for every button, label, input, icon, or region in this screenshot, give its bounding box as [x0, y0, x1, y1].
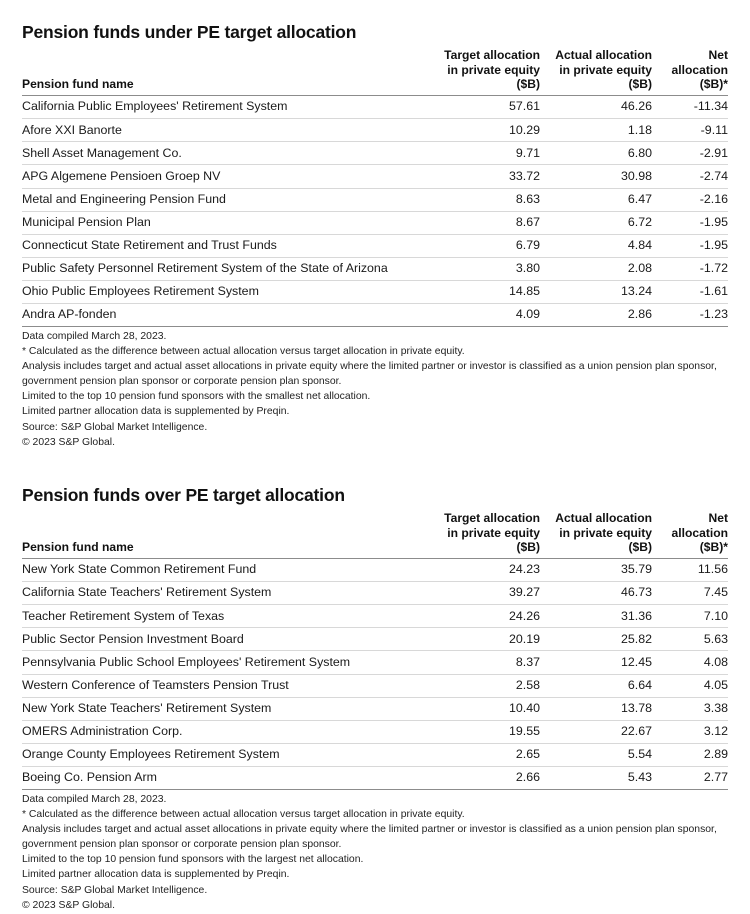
footnote-supplemented: Limited partner allocation data is supplemented by Preqin. — [22, 406, 290, 418]
cell-net-allocation: -1.23 — [652, 303, 728, 326]
column-header-net-allocation — [652, 48, 728, 96]
footnote-analysis: Analysis includes target and actual asset allocations in private equity where the limited partner or investor is classified as a union pension plan sponsor, government pension plan sponsor or corporate pension plan sponsor. — [22, 361, 717, 387]
table-row — [22, 582, 728, 605]
table-row — [22, 234, 728, 257]
cell-fund-name: Western Conference of Teamsters Pension Trust — [22, 674, 422, 697]
cell-net-allocation: -11.34 — [652, 96, 728, 119]
table-body — [22, 559, 728, 790]
header-line-1: Actual allocation — [555, 510, 652, 525]
header-line-3: ($B) — [516, 77, 540, 92]
column-header-target-allocation — [422, 48, 540, 96]
footnote-copyright: © 2023 S&P Global. — [22, 900, 115, 912]
cell-net-allocation: 4.05 — [652, 674, 728, 697]
cell-net-allocation: -2.91 — [652, 142, 728, 165]
table-row — [22, 651, 728, 674]
pension-funds-over-target-section — [22, 451, 728, 914]
column-header-actual-allocation — [540, 48, 652, 96]
cell-fund-name: New York State Teachers' Retirement System — [22, 697, 422, 720]
cell-net-allocation: -9.11 — [652, 119, 728, 142]
cell-target-allocation: 24.26 — [422, 605, 540, 628]
cell-fund-name: Shell Asset Management Co. — [22, 142, 422, 165]
cell-fund-name: Pennsylvania Public School Employees' Retirement System — [22, 651, 422, 674]
table-header — [22, 511, 728, 559]
cell-target-allocation: 8.37 — [422, 651, 540, 674]
cell-target-allocation: 8.63 — [422, 188, 540, 211]
header-line-2: in private equity — [447, 62, 540, 77]
cell-actual-allocation: 2.86 — [540, 303, 652, 326]
cell-net-allocation: -1.95 — [652, 211, 728, 234]
footnote-asterisk: * Calculated as the difference between actual allocation versus target allocation in private equity. — [22, 345, 465, 357]
header-line-2: in private equity — [447, 525, 540, 540]
table-footnotes — [22, 327, 728, 451]
cell-net-allocation: -2.74 — [652, 165, 728, 188]
cell-actual-allocation: 12.45 — [540, 651, 652, 674]
table-row — [22, 165, 728, 188]
cell-net-allocation: 5.63 — [652, 628, 728, 651]
table-header-row — [22, 48, 728, 96]
cell-net-allocation: 2.89 — [652, 743, 728, 766]
footnote-analysis: Analysis includes target and actual asset allocations in private equity where the limited partner or investor is classified as a union pension plan sponsor, government pension plan sponsor or corporate pension plan sponsor. — [22, 824, 717, 850]
pension-funds-over-target-table — [22, 511, 728, 790]
column-header-target-allocation — [422, 511, 540, 559]
cell-actual-allocation: 6.80 — [540, 142, 652, 165]
cell-actual-allocation: 1.18 — [540, 119, 652, 142]
table-row — [22, 280, 728, 303]
cell-target-allocation: 57.61 — [422, 96, 540, 119]
table-row — [22, 674, 728, 697]
header-line-3: ($B)* — [699, 77, 728, 92]
cell-net-allocation: 4.08 — [652, 651, 728, 674]
table-header-row — [22, 511, 728, 559]
cell-target-allocation: 24.23 — [422, 559, 540, 582]
cell-net-allocation: -1.95 — [652, 234, 728, 257]
footnote-source: Source: S&P Global Market Intelligence. — [22, 884, 208, 896]
cell-actual-allocation: 25.82 — [540, 628, 652, 651]
cell-actual-allocation: 13.78 — [540, 697, 652, 720]
cell-target-allocation: 19.55 — [422, 720, 540, 743]
cell-net-allocation: 7.10 — [652, 605, 728, 628]
table-row — [22, 257, 728, 280]
cell-actual-allocation: 5.43 — [540, 766, 652, 789]
cell-actual-allocation: 5.54 — [540, 743, 652, 766]
cell-fund-name: Municipal Pension Plan — [22, 211, 422, 234]
cell-target-allocation: 9.71 — [422, 142, 540, 165]
cell-fund-name: OMERS Administration Corp. — [22, 720, 422, 743]
cell-actual-allocation: 46.26 — [540, 96, 652, 119]
cell-fund-name: APG Algemene Pensioen Groep NV — [22, 165, 422, 188]
column-header-net-allocation — [652, 511, 728, 559]
cell-actual-allocation: 31.36 — [540, 605, 652, 628]
table-row — [22, 211, 728, 234]
header-line-3: ($B) — [516, 540, 540, 555]
footnote-copyright: © 2023 S&P Global. — [22, 437, 115, 449]
cell-actual-allocation: 6.47 — [540, 188, 652, 211]
cell-fund-name: Public Safety Personnel Retirement System of the State of Arizona — [22, 257, 422, 280]
cell-target-allocation: 10.40 — [422, 697, 540, 720]
header-line-3: ($B) — [628, 540, 652, 555]
cell-actual-allocation: 22.67 — [540, 720, 652, 743]
cell-fund-name: Orange County Employees Retirement System — [22, 743, 422, 766]
table-footnotes-2 — [22, 790, 728, 914]
cell-target-allocation: 20.19 — [422, 628, 540, 651]
cell-net-allocation: 3.38 — [652, 697, 728, 720]
footnote-data-compiled: Data compiled March 28, 2023. — [22, 330, 167, 342]
cell-fund-name: Connecticut State Retirement and Trust Funds — [22, 234, 422, 257]
cell-net-allocation: -1.72 — [652, 257, 728, 280]
table-row — [22, 720, 728, 743]
cell-actual-allocation: 30.98 — [540, 165, 652, 188]
table-row — [22, 697, 728, 720]
cell-net-allocation: 7.45 — [652, 582, 728, 605]
header-line-1: Net — [708, 47, 728, 62]
column-header-fund-name: Pension fund name — [22, 48, 422, 96]
table-row — [22, 96, 728, 119]
header-line-1: Actual allocation — [555, 47, 652, 62]
footnote-source: Source: S&P Global Market Intelligence. — [22, 421, 208, 433]
cell-net-allocation: -1.61 — [652, 280, 728, 303]
cell-fund-name: Andra AP-fonden — [22, 303, 422, 326]
cell-fund-name: Public Sector Pension Investment Board — [22, 628, 422, 651]
footnote-asterisk: * Calculated as the difference between actual allocation versus target allocation in private equity. — [22, 808, 465, 820]
table-row — [22, 628, 728, 651]
header-line-3: ($B) — [628, 77, 652, 92]
footnote-data-compiled: Data compiled March 28, 2023. — [22, 793, 167, 805]
table-row — [22, 766, 728, 789]
header-line-1: Target allocation — [444, 510, 540, 525]
cell-target-allocation: 3.80 — [422, 257, 540, 280]
cell-target-allocation: 10.29 — [422, 119, 540, 142]
cell-net-allocation: 11.56 — [652, 559, 728, 582]
table-row — [22, 743, 728, 766]
footnote-limited-to: Limited to the top 10 pension fund sponsors with the largest net allocation. — [22, 853, 364, 865]
cell-net-allocation: -2.16 — [652, 188, 728, 211]
cell-fund-name: Boeing Co. Pension Arm — [22, 766, 422, 789]
cell-target-allocation: 2.66 — [422, 766, 540, 789]
pension-funds-under-target-section — [22, 0, 728, 451]
header-line-1: Target allocation — [444, 47, 540, 62]
page-title-2: Pension funds over PE target allocation — [22, 484, 345, 505]
cell-actual-allocation: 13.24 — [540, 280, 652, 303]
cell-target-allocation: 2.65 — [422, 743, 540, 766]
cell-actual-allocation: 6.64 — [540, 674, 652, 697]
cell-target-allocation: 6.79 — [422, 234, 540, 257]
footnote-supplemented: Limited partner allocation data is supplemented by Preqin. — [22, 869, 290, 881]
page-title: Pension funds under PE target allocation — [22, 22, 357, 42]
header-line-3: ($B)* — [699, 540, 728, 555]
table-row — [22, 119, 728, 142]
cell-fund-name: Afore XXI Banorte — [22, 119, 422, 142]
cell-target-allocation: 2.58 — [422, 674, 540, 697]
header-line-1: Net — [708, 510, 728, 525]
cell-target-allocation: 14.85 — [422, 280, 540, 303]
table-row — [22, 188, 728, 211]
table-row — [22, 605, 728, 628]
cell-target-allocation: 39.27 — [422, 582, 540, 605]
cell-target-allocation: 33.72 — [422, 165, 540, 188]
header-line-2: in private equity — [559, 525, 652, 540]
cell-target-allocation: 4.09 — [422, 303, 540, 326]
footnote-limited-to: Limited to the top 10 pension fund sponsors with the smallest net allocation. — [22, 391, 371, 402]
cell-fund-name: Ohio Public Employees Retirement System — [22, 280, 422, 303]
table-header — [22, 48, 728, 96]
cell-fund-name: Teacher Retirement System of Texas — [22, 605, 422, 628]
cell-actual-allocation: 35.79 — [540, 559, 652, 582]
table-body — [22, 96, 728, 327]
cell-actual-allocation: 46.73 — [540, 582, 652, 605]
cell-net-allocation: 3.12 — [652, 720, 728, 743]
column-header-actual-allocation — [540, 511, 652, 559]
cell-fund-name: California Public Employees' Retirement System — [22, 96, 422, 119]
cell-target-allocation: 8.67 — [422, 211, 540, 234]
cell-fund-name: California State Teachers' Retirement System — [22, 582, 422, 605]
cell-actual-allocation: 4.84 — [540, 234, 652, 257]
header-line-2: allocation — [671, 62, 728, 77]
header-line-2: allocation — [671, 525, 728, 540]
table-row — [22, 142, 728, 165]
column-header-fund-name: Pension fund name — [22, 511, 422, 559]
header-line-2: in private equity — [559, 62, 652, 77]
pension-funds-under-target-table — [22, 48, 728, 327]
cell-actual-allocation: 2.08 — [540, 257, 652, 280]
cell-actual-allocation: 6.72 — [540, 211, 652, 234]
table-row — [22, 559, 728, 582]
cell-fund-name: New York State Common Retirement Fund — [22, 559, 422, 582]
table-row — [22, 303, 728, 326]
cell-net-allocation: 2.77 — [652, 766, 728, 789]
cell-fund-name: Metal and Engineering Pension Fund — [22, 188, 422, 211]
